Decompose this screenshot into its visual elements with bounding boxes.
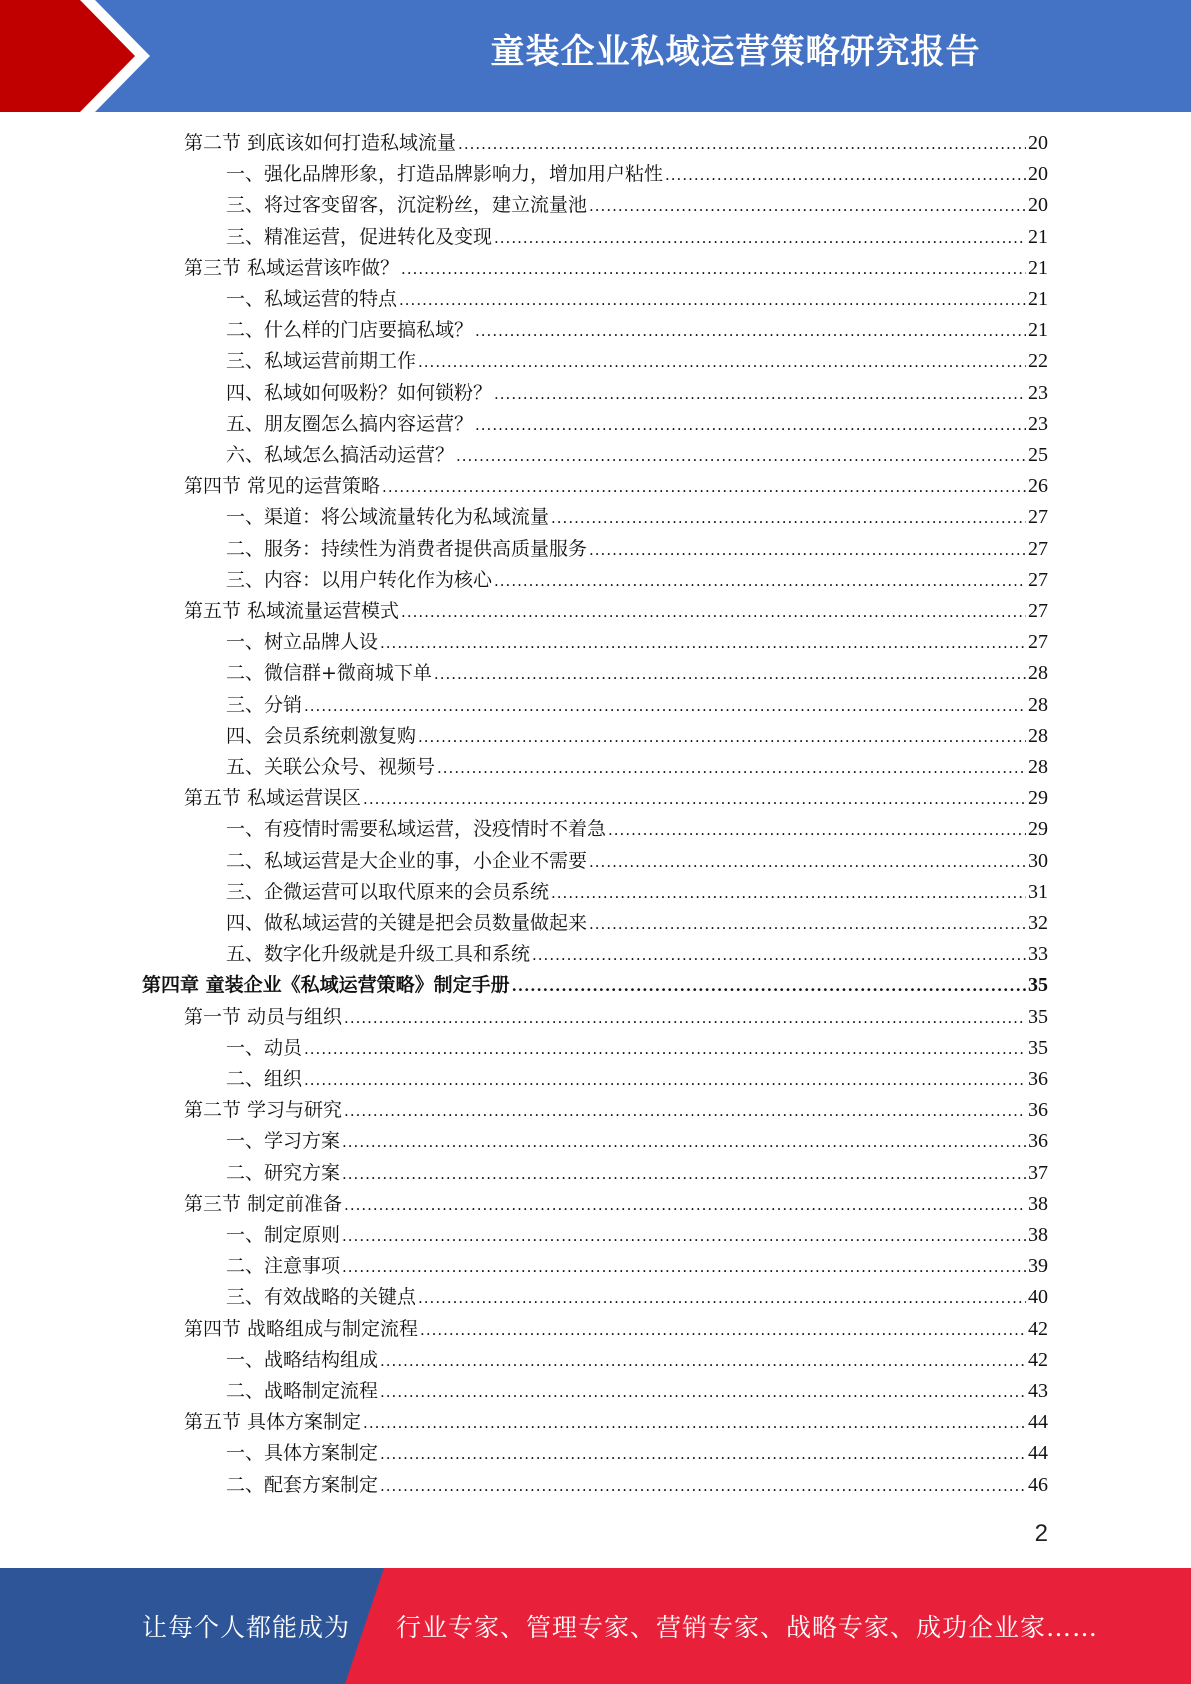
- toc-entry-page: 28: [1028, 756, 1048, 778]
- toc-subsection-entry[interactable]: [226, 159, 1048, 190]
- toc-entry-title: 二、战略制定流程: [226, 1380, 379, 1402]
- toc-section-entry[interactable]: [184, 783, 1048, 814]
- toc-entry-page: 27: [1028, 600, 1048, 622]
- toc-entry-title: 第五节 具体方案制定: [184, 1411, 362, 1434]
- toc-leader-dots: [342, 1127, 1026, 1158]
- toc-leader-dots: [342, 1159, 1026, 1190]
- toc-entry-page: 32: [1028, 912, 1048, 934]
- footer-slogan-right: 行业专家、管理专家、营销专家、战略专家、成功企业家……: [396, 1613, 1099, 1642]
- toc-entry-title: 六、私域怎么搞活动运营？: [226, 444, 455, 466]
- toc-subsection-entry[interactable]: [226, 1126, 1048, 1157]
- toc-entry-title: 二、私域运营是大企业的事，小企业不需要: [226, 849, 588, 872]
- toc-entry-page: 40: [1028, 1286, 1048, 1309]
- toc-leader-dots: [456, 441, 1026, 472]
- toc-entry-title: 二、服务：持续性为消费者提供高质量服务: [226, 537, 588, 560]
- toc-entry-page: 46: [1028, 1473, 1048, 1496]
- toc-subsection-entry[interactable]: [226, 409, 1048, 440]
- toc-subsection-entry[interactable]: [226, 1470, 1048, 1501]
- toc-entry-title: 二、配套方案制定: [226, 1473, 379, 1496]
- toc-entry-page: 29: [1028, 787, 1048, 810]
- toc-entry-title: 一、战略结构组成: [226, 1348, 379, 1371]
- toc-entry-title: 一、动员: [226, 1036, 303, 1059]
- toc-entry-title: 第五节 私域运营误区: [184, 787, 362, 810]
- toc-leader-dots: [458, 129, 1026, 160]
- toc-entry-title: 第二节 到底该如何打造私域流量: [184, 132, 457, 154]
- toc-subsection-entry[interactable]: [226, 222, 1048, 253]
- toc-entry-page: 42: [1028, 1348, 1048, 1371]
- toc-entry-title: 三、精准运营，促进转化及变现: [226, 225, 493, 248]
- toc-leader-dots: [551, 503, 1026, 534]
- toc-entry-title: 第四节 常见的运营策略: [184, 475, 381, 498]
- toc-leader-dots: [420, 1315, 1026, 1346]
- toc-subsection-entry[interactable]: [226, 1158, 1048, 1189]
- toc-entry-title: 四、做私域运营的关键是把会员数量做起来: [226, 912, 588, 934]
- toc-entry-page: 27: [1028, 631, 1048, 654]
- toc-subsection-entry[interactable]: [226, 690, 1048, 721]
- toc-entry-page: 20: [1028, 194, 1048, 217]
- toc-entry-title: 一、渠道：将公域流量转化为私域流量: [226, 506, 550, 529]
- toc-entry-title: 一、私域运营的特点: [226, 288, 398, 310]
- toc-subsection-entry[interactable]: [226, 1033, 1048, 1064]
- toc-entry-title: 第三节 私域运营该咋做？: [184, 256, 400, 279]
- header-banner: [0, 0, 1191, 112]
- toc-entry-page: 44: [1028, 1442, 1048, 1465]
- toc-entry-page: 36: [1028, 1099, 1048, 1122]
- toc-entry-title: 二、注意事项: [226, 1255, 341, 1278]
- toc-section-entry[interactable]: [184, 253, 1048, 284]
- toc-entry-title: 二、研究方案: [226, 1161, 341, 1184]
- toc-leader-dots: [401, 254, 1026, 285]
- toc-subsection-entry[interactable]: [226, 1220, 1048, 1251]
- toc-entry-title: 二、微信群+微商城下单: [226, 662, 432, 685]
- toc-entry-title: 一、具体方案制定: [226, 1442, 379, 1465]
- toc-leader-dots: [434, 659, 1026, 690]
- toc-entry-page: 23: [1028, 412, 1048, 435]
- toc-entry-title: 四、会员系统刺激复购: [226, 724, 417, 747]
- toc-entry-title: 一、学习方案: [226, 1130, 341, 1153]
- toc-leader-dots: [363, 784, 1026, 815]
- toc-entry-page: 28: [1028, 724, 1048, 747]
- toc-leader-dots: [494, 223, 1026, 254]
- toc-leader-dots: [589, 191, 1026, 222]
- toc-section-entry[interactable]: [184, 1314, 1048, 1345]
- toc-subsection-entry[interactable]: [226, 627, 1048, 658]
- toc-entry-page: 30: [1028, 849, 1048, 872]
- toc-leader-dots: [363, 1408, 1026, 1439]
- toc-entry-title: 第四节 战略组成与制定流程: [184, 1317, 419, 1340]
- toc-leader-dots: [344, 1190, 1026, 1221]
- toc-entry-page: 35: [1028, 974, 1048, 997]
- toc-entry-page: 31: [1028, 880, 1048, 903]
- toc-entry-page: 38: [1028, 1224, 1048, 1246]
- toc-entry-page: 20: [1028, 132, 1048, 154]
- toc-leader-dots: [380, 1377, 1026, 1408]
- toc-entry-title: 二、组织: [226, 1068, 303, 1090]
- toc-entry-title: 一、制定原则: [226, 1224, 341, 1246]
- toc-entry-page: 29: [1028, 818, 1048, 841]
- toc-entry-page: 22: [1028, 350, 1048, 373]
- toc-entry-page: 21: [1028, 225, 1048, 248]
- toc-entry-page: 35: [1028, 1036, 1048, 1059]
- toc-subsection-entry[interactable]: [226, 846, 1048, 877]
- toc-entry-title: 第一节 动员与组织: [184, 1005, 343, 1028]
- toc-subsection-entry[interactable]: [226, 752, 1048, 783]
- toc-subsection-entry[interactable]: [226, 440, 1048, 471]
- toc-subsection-entry[interactable]: [226, 378, 1048, 409]
- toc-section-entry[interactable]: [184, 471, 1048, 502]
- report-title: 童装企业私域运营策略研究报告: [490, 32, 981, 72]
- toc-subsection-entry[interactable]: [226, 1064, 1048, 1095]
- toc-leader-dots: [401, 597, 1026, 628]
- toc-leader-dots: [344, 1003, 1026, 1034]
- toc-subsection-entry[interactable]: [226, 1251, 1048, 1282]
- toc-subsection-entry[interactable]: [226, 346, 1048, 377]
- toc-entry-page: 37: [1028, 1161, 1048, 1184]
- toc-leader-dots: [589, 909, 1026, 940]
- toc-entry-title: 第四章 童装企业《私域运营策略》制定手册: [142, 974, 510, 997]
- toc-leader-dots: [380, 1439, 1026, 1470]
- toc-leader-dots: [418, 722, 1026, 753]
- toc-entry-title: 第五节 私域流量运营模式: [184, 600, 400, 622]
- toc-entry-page: 36: [1028, 1068, 1048, 1090]
- toc-entry-page: 23: [1028, 381, 1048, 404]
- toc-leader-dots: [532, 940, 1026, 971]
- toc-entry-title: 三、分销: [226, 693, 303, 716]
- toc-leader-dots: [475, 410, 1026, 441]
- toc-subsection-entry[interactable]: [226, 658, 1048, 689]
- toc-entry-title: 三、有效战略的关键点: [226, 1286, 417, 1309]
- toc-entry-page: 28: [1028, 662, 1048, 685]
- toc-subsection-entry[interactable]: [226, 814, 1048, 845]
- toc-leader-dots: [589, 847, 1026, 878]
- toc-entry-page: 33: [1028, 943, 1048, 966]
- toc-leader-dots: [344, 1096, 1026, 1127]
- toc-entry-page: 27: [1028, 568, 1048, 591]
- toc-leader-dots: [304, 691, 1026, 722]
- toc-entry-page: 25: [1028, 444, 1048, 466]
- toc-section-entry[interactable]: [184, 1407, 1048, 1438]
- toc-entry-page: 44: [1028, 1411, 1048, 1434]
- toc-entry-title: 第三节 制定前准备: [184, 1192, 343, 1215]
- toc-leader-dots: [342, 1221, 1026, 1252]
- toc-chapter-entry[interactable]: [142, 970, 1048, 1001]
- toc-entry-page: 43: [1028, 1380, 1048, 1402]
- toc-leader-dots: [382, 472, 1026, 503]
- toc-section-entry[interactable]: [184, 1189, 1048, 1220]
- toc-subsection-entry[interactable]: [226, 284, 1048, 315]
- toc-leader-dots: [437, 753, 1026, 784]
- toc-leader-dots: [304, 1065, 1026, 1096]
- toc-section-entry[interactable]: [184, 596, 1048, 627]
- toc-leader-dots: [512, 971, 1026, 1002]
- toc-leader-dots: [380, 1471, 1026, 1502]
- toc-leader-dots: [494, 379, 1026, 410]
- toc-subsection-entry[interactable]: [226, 565, 1048, 596]
- toc-subsection-entry[interactable]: [226, 315, 1048, 346]
- toc-entry-page: 35: [1028, 1005, 1048, 1028]
- footer-banner: [0, 1568, 1191, 1684]
- toc-leader-dots: [418, 1283, 1026, 1314]
- toc-leader-dots: [494, 566, 1026, 597]
- toc-entry-title: 三、企微运营可以取代原来的会员系统: [226, 880, 550, 903]
- page-number: 2: [1034, 1520, 1048, 1547]
- toc-leader-dots: [589, 535, 1026, 566]
- toc-entry-title: 三、将过客变留客，沉淀粉丝，建立流量池: [226, 194, 588, 217]
- toc-leader-dots: [665, 160, 1026, 191]
- toc-entry-page: 21: [1028, 319, 1048, 342]
- toc-leader-dots: [380, 628, 1026, 659]
- toc-entry-page: 42: [1028, 1317, 1048, 1340]
- toc-entry-title: 第二节 学习与研究: [184, 1099, 343, 1122]
- toc-subsection-entry[interactable]: [226, 190, 1048, 221]
- toc-leader-dots: [418, 347, 1026, 378]
- toc-subsection-entry[interactable]: [226, 908, 1048, 939]
- toc-entry-title: 一、强化品牌形象，打造品牌影响力，增加用户粘性: [226, 163, 664, 186]
- toc-subsection-entry[interactable]: [226, 877, 1048, 908]
- toc-entry-title: 一、有疫情时需要私域运营，没疫情时不着急: [226, 818, 607, 841]
- toc-entry-title: 四、私域如何吸粉？如何锁粉？: [226, 381, 493, 404]
- toc-subsection-entry[interactable]: [226, 534, 1048, 565]
- toc-entry-page: 28: [1028, 693, 1048, 716]
- toc-leader-dots: [380, 1346, 1026, 1377]
- toc-leader-dots: [551, 878, 1026, 909]
- toc-section-entry[interactable]: [184, 1002, 1048, 1033]
- toc-section-entry[interactable]: [184, 1095, 1048, 1126]
- toc-entry-page: 27: [1028, 537, 1048, 560]
- toc-leader-dots: [608, 815, 1026, 846]
- toc-entry-title: 二、什么样的门店要搞私域？: [226, 319, 474, 342]
- toc-leader-dots: [304, 1034, 1026, 1065]
- toc-entry-page: 21: [1028, 288, 1048, 310]
- toc-entry-page: 20: [1028, 163, 1048, 186]
- toc-entry-title: 三、私域运营前期工作: [226, 350, 417, 373]
- toc-subsection-entry[interactable]: [226, 1282, 1048, 1313]
- toc-entry-page: 21: [1028, 256, 1048, 279]
- toc-subsection-entry[interactable]: [226, 1438, 1048, 1469]
- toc-entry-title: 五、朋友圈怎么搞内容运营？: [226, 412, 474, 435]
- toc-entry-title: 一、树立品牌人设: [226, 631, 379, 654]
- toc-subsection-entry[interactable]: [226, 1345, 1048, 1376]
- toc-leader-dots: [342, 1252, 1026, 1283]
- toc-subsection-entry[interactable]: [226, 721, 1048, 752]
- toc-leader-dots: [399, 285, 1026, 316]
- toc-section-entry[interactable]: [184, 128, 1048, 159]
- toc-subsection-entry[interactable]: [226, 502, 1048, 533]
- toc-subsection-entry[interactable]: [226, 939, 1048, 970]
- toc-entry-page: 26: [1028, 475, 1048, 498]
- toc-entry-page: 39: [1028, 1255, 1048, 1278]
- toc-entry-title: 五、关联公众号、视频号: [226, 756, 436, 778]
- toc-subsection-entry[interactable]: [226, 1376, 1048, 1407]
- toc-entry-page: 27: [1028, 506, 1048, 529]
- toc-entry-title: 五、数字化升级就是升级工具和系统: [226, 943, 531, 966]
- footer-slogan-left: 让每个人都能成为: [142, 1613, 351, 1642]
- toc-entry-page: 36: [1028, 1130, 1048, 1153]
- toc-entry-page: 38: [1028, 1192, 1048, 1215]
- toc-entry-title: 三、内容：以用户转化作为核心: [226, 568, 493, 591]
- toc-leader-dots: [475, 316, 1026, 347]
